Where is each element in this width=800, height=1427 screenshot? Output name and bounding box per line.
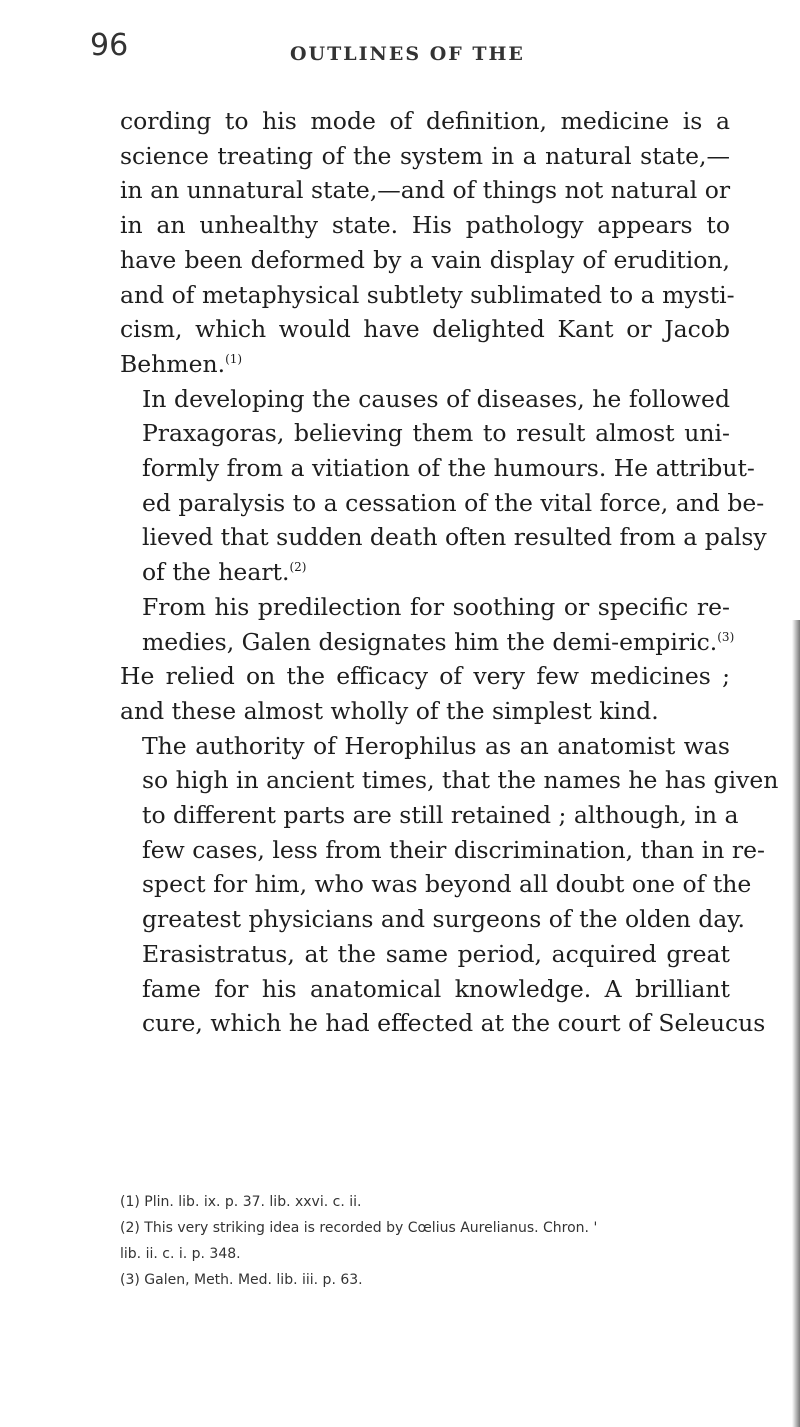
text-line: cure, which he had effected at the court of Seleucus	[142, 1009, 766, 1038]
text-line	[120, 625, 735, 660]
body-text	[120, 104, 779, 1041]
text-line: and these almost wholly of the simplest kind.	[120, 696, 659, 725]
page-number: 96	[90, 28, 129, 63]
text-line: Praxagoras, believing them to result almost uni-	[142, 419, 730, 448]
text-line-end: Behmen.	[120, 349, 226, 378]
text-line: ed paralysis to a cessation of the vital force, and be-	[142, 488, 765, 517]
text-line	[120, 555, 730, 590]
page-edge-shadow	[792, 620, 800, 1427]
text-line: formly from a vitiation of the humours. He attribut-	[142, 454, 755, 483]
text-line: in an unnatural state,—and of things not natural or	[120, 176, 731, 205]
paragraph-4	[120, 659, 730, 728]
footnote-1: (1) Plin. lib. ix. p. 37. lib. xxvi. c. ii.	[120, 1194, 362, 1210]
paragraph-5	[120, 729, 779, 937]
text-line: spect for him, who was beyond all doubt one of the	[142, 870, 752, 899]
text-line: Erasistratus, at the same period, acquired great	[142, 939, 730, 968]
text-line: The authority of Herophilus as an anatomist was	[142, 731, 730, 760]
text-line: few cases, less from their discrimination, than in re-	[142, 835, 765, 864]
text-line: cording to his mode of definition, medicine is a	[120, 107, 730, 135]
text-line-end: of the heart.	[142, 558, 290, 587]
text-line: so high in ancient times, that the names he has given	[142, 766, 779, 795]
text-line: greatest physicians and surgeons of the olden day.	[142, 905, 745, 934]
text-line: From his predilection for soothing or specific re-	[142, 592, 730, 621]
running-head: OUTLINES OF THE	[290, 43, 525, 65]
footnote-ref: (2)	[289, 560, 307, 575]
footnote-2-cont: lib. ii. c. i. p. 348.	[120, 1246, 241, 1262]
footnote-3: (3) Galen, Meth. Med. lib. iii. p. 63.	[120, 1272, 363, 1288]
footnotes	[120, 1189, 740, 1293]
footnote-2: (2) This very striking idea is recorded by Cœlius Aurelianus. Chron. '	[120, 1220, 598, 1236]
paragraph-2	[120, 382, 767, 590]
text-line-end: medies, Galen designates him the demi-empiric.	[142, 627, 718, 656]
paragraph-6	[120, 937, 766, 1041]
text-line: science treating of the system in a natural state,—	[120, 141, 730, 170]
paragraph-3	[120, 590, 735, 659]
text-line: to different parts are still retained ; although, in a	[142, 801, 739, 830]
text-line: in an unhealthy state. His pathology appears to	[120, 211, 730, 240]
text-line: He relied on the efficacy of very few medicines ;	[120, 662, 730, 691]
text-line: lieved that sudden death often resulted from a palsy	[142, 523, 767, 552]
text-line: In developing the causes of diseases, he followed	[142, 384, 730, 413]
text-line: fame for his anatomical knowledge. A brilliant	[142, 974, 730, 1003]
text-line: cism, which would have delighted Kant or Jacob	[120, 315, 730, 344]
paragraph-1	[120, 104, 735, 382]
text-line: and of metaphysical subtlety sublimated to a mysti-	[120, 280, 735, 309]
text-line	[120, 347, 730, 382]
footnote-ref: (1)	[225, 352, 243, 367]
text-line: have been deformed by a vain display of erudition,	[120, 245, 730, 274]
footnote-ref: (3)	[717, 629, 735, 644]
